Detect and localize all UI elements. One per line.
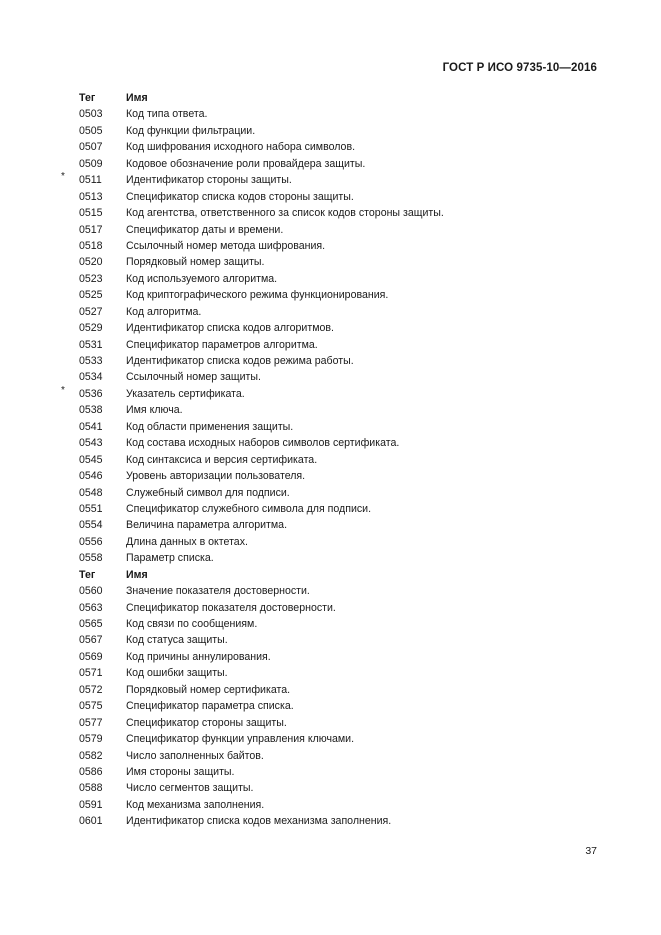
name-cell: Имя ключа. xyxy=(126,404,183,417)
tag-cell: 0541 xyxy=(79,420,103,433)
table-row xyxy=(0,419,661,435)
tag-cell: 0572 xyxy=(79,683,103,696)
tag-cell: 0560 xyxy=(79,585,103,598)
table-row xyxy=(0,123,661,139)
table-row xyxy=(0,600,661,616)
table-row xyxy=(0,682,661,698)
table-row xyxy=(0,698,661,714)
tag-cell: 0507 xyxy=(79,141,103,154)
table-row xyxy=(0,189,661,205)
tag-cell: 0543 xyxy=(79,437,103,450)
table-row xyxy=(0,665,661,681)
table-row xyxy=(0,632,661,648)
tag-cell: 0571 xyxy=(79,667,103,680)
name-cell: Число сегментов защиты. xyxy=(126,782,254,795)
tag-cell: 0591 xyxy=(79,798,103,811)
name-cell: Спецификатор параметров алгоритма. xyxy=(126,338,318,351)
name-cell: Код агентства, ответственного за список кодов стороны защиты. xyxy=(126,207,444,220)
document-standard-title: ГОСТ Р ИСО 9735-10—2016 xyxy=(442,62,597,74)
tag-cell: 0533 xyxy=(79,355,103,367)
name-cell: Код механизма заполнения. xyxy=(126,798,265,811)
name-cell: Спецификатор параметра списка. xyxy=(126,700,294,713)
column-header-name: Имя xyxy=(126,568,148,581)
name-cell: Ссылочный номер защиты. xyxy=(126,371,261,384)
name-cell: Уровень авторизации пользователя. xyxy=(126,470,306,483)
page-number: 37 xyxy=(585,845,597,857)
tag-cell: 0556 xyxy=(79,535,103,548)
table-row xyxy=(0,139,661,155)
tag-cell: 0601 xyxy=(79,815,103,828)
name-cell: Идентификатор списка кодов алгоритмов. xyxy=(126,322,334,335)
tag-cell: 0536 xyxy=(79,387,103,400)
tag-cell: 0518 xyxy=(79,239,103,252)
table-row xyxy=(0,748,661,764)
table-row xyxy=(0,468,661,484)
tag-cell: 0509 xyxy=(79,157,103,170)
name-cell: Код статуса защиты. xyxy=(126,634,228,647)
tag-cell: 0579 xyxy=(79,733,103,746)
name-cell: Величина параметра алгоритма. xyxy=(126,519,288,532)
table-row xyxy=(0,550,661,566)
tag-cell: 0577 xyxy=(79,716,103,729)
tag-cell: 0520 xyxy=(79,256,103,269)
table-row xyxy=(0,764,661,780)
name-cell: Порядковый номер защиты. xyxy=(126,256,265,269)
table-row xyxy=(0,583,661,599)
name-cell: Служебный символ для подписи. xyxy=(126,486,290,499)
table-row xyxy=(0,238,661,254)
tag-cell: 0529 xyxy=(79,322,103,335)
table-row xyxy=(0,485,661,501)
name-cell: Код ошибки защиты. xyxy=(126,667,228,680)
table-row xyxy=(0,337,661,353)
table-header-row xyxy=(0,567,661,583)
table-row xyxy=(0,452,661,468)
table-row xyxy=(0,386,661,402)
name-cell: Код алгоритма. xyxy=(126,305,202,318)
table-row xyxy=(0,205,661,221)
table-row xyxy=(0,320,661,336)
table-row xyxy=(0,402,661,418)
table-row xyxy=(0,813,661,829)
table-row xyxy=(0,435,661,451)
tag-cell: 0527 xyxy=(79,305,103,318)
name-cell: Длина данных в октетах. xyxy=(126,535,248,548)
tag-cell: 0515 xyxy=(79,207,103,220)
tag-cell: 0523 xyxy=(79,272,103,285)
column-header-tag: Тег xyxy=(79,92,96,104)
tag-name-table xyxy=(0,90,661,830)
table-row xyxy=(0,616,661,632)
name-cell: Код типа ответа. xyxy=(126,108,208,121)
name-cell: Идентификатор стороны защиты. xyxy=(126,174,292,187)
name-cell: Код состава исходных наборов символов сертификата. xyxy=(126,437,400,450)
name-cell: Порядковый номер сертификата. xyxy=(126,683,291,696)
name-cell: Код используемого алгоритма. xyxy=(126,272,278,285)
name-cell: Ссылочный номер метода шифрования. xyxy=(126,239,326,252)
tag-cell: 0538 xyxy=(79,404,103,417)
name-cell: Спецификатор показателя достоверности. xyxy=(126,601,336,614)
name-cell: Код синтаксиса и версия сертификата. xyxy=(126,453,318,466)
table-row xyxy=(0,172,661,188)
tag-cell: 0511 xyxy=(79,174,102,187)
name-cell: Спецификатор стороны защиты. xyxy=(126,716,287,729)
tag-cell: 0534 xyxy=(79,371,103,384)
tag-cell: 0503 xyxy=(79,108,103,121)
name-cell: Параметр списка. xyxy=(126,552,214,565)
name-cell: Идентификатор списка кодов механизма заполнения. xyxy=(126,815,392,828)
tag-cell: 0565 xyxy=(79,618,103,630)
name-cell: Имя стороны защиты. xyxy=(126,765,235,778)
name-cell: Кодовое обозначение роли провайдера защиты. xyxy=(126,157,366,170)
table-row xyxy=(0,780,661,796)
table-row xyxy=(0,797,661,813)
name-cell: Код криптографического режима функционирования. xyxy=(126,289,389,302)
tag-cell: 0567 xyxy=(79,634,103,647)
change-marker: * xyxy=(61,384,65,396)
table-row xyxy=(0,156,661,172)
tag-cell: 0545 xyxy=(79,453,103,466)
table-row xyxy=(0,271,661,287)
column-header-tag: Тег xyxy=(79,568,96,581)
name-cell: Спецификатор даты и времени. xyxy=(126,223,284,236)
table-row xyxy=(0,517,661,533)
table-row xyxy=(0,534,661,550)
change-marker: * xyxy=(61,171,65,183)
name-cell: Код связи по сообщениям. xyxy=(126,618,258,630)
table-row xyxy=(0,106,661,122)
name-cell: Код причины аннулирования. xyxy=(126,650,271,663)
tag-cell: 0548 xyxy=(79,486,103,499)
name-cell: Число заполненных байтов. xyxy=(126,749,264,762)
column-header-name: Имя xyxy=(126,92,148,104)
name-cell: Идентификатор списка кодов режима работы. xyxy=(126,355,354,367)
tag-cell: 0569 xyxy=(79,650,103,663)
tag-cell: 0563 xyxy=(79,601,103,614)
tag-cell: 0546 xyxy=(79,470,103,483)
name-cell: Код шифрования исходного набора символов. xyxy=(126,141,356,154)
table-row xyxy=(0,649,661,665)
tag-cell: 0525 xyxy=(79,289,103,302)
tag-cell: 0575 xyxy=(79,700,103,713)
name-cell: Указатель сертификата. xyxy=(126,387,245,400)
tag-cell: 0554 xyxy=(79,519,103,532)
tag-cell: 0513 xyxy=(79,190,103,203)
name-cell: Значение показателя достоверности. xyxy=(126,585,310,598)
table-row xyxy=(0,715,661,731)
tag-cell: 0551 xyxy=(79,502,103,515)
name-cell: Код области применения защиты. xyxy=(126,420,294,433)
tag-cell: 0586 xyxy=(79,765,103,778)
table-row xyxy=(0,304,661,320)
table-row xyxy=(0,254,661,270)
tag-cell: 0517 xyxy=(79,223,103,236)
name-cell: Спецификатор служебного символа для подписи. xyxy=(126,502,372,515)
tag-cell: 0558 xyxy=(79,552,103,565)
table-row xyxy=(0,353,661,369)
name-cell: Спецификатор функции управления ключами. xyxy=(126,733,355,746)
table-row xyxy=(0,731,661,747)
tag-cell: 0531 xyxy=(79,338,103,351)
table-row xyxy=(0,222,661,238)
tag-cell: 0582 xyxy=(79,749,103,762)
table-row xyxy=(0,501,661,517)
tag-cell: 0505 xyxy=(79,124,103,137)
name-cell: Спецификатор списка кодов стороны защиты. xyxy=(126,190,354,203)
tag-cell: 0588 xyxy=(79,782,103,795)
table-row xyxy=(0,369,661,385)
table-row xyxy=(0,287,661,303)
name-cell: Код функции фильтрации. xyxy=(126,124,256,137)
table-header-row xyxy=(0,90,661,106)
